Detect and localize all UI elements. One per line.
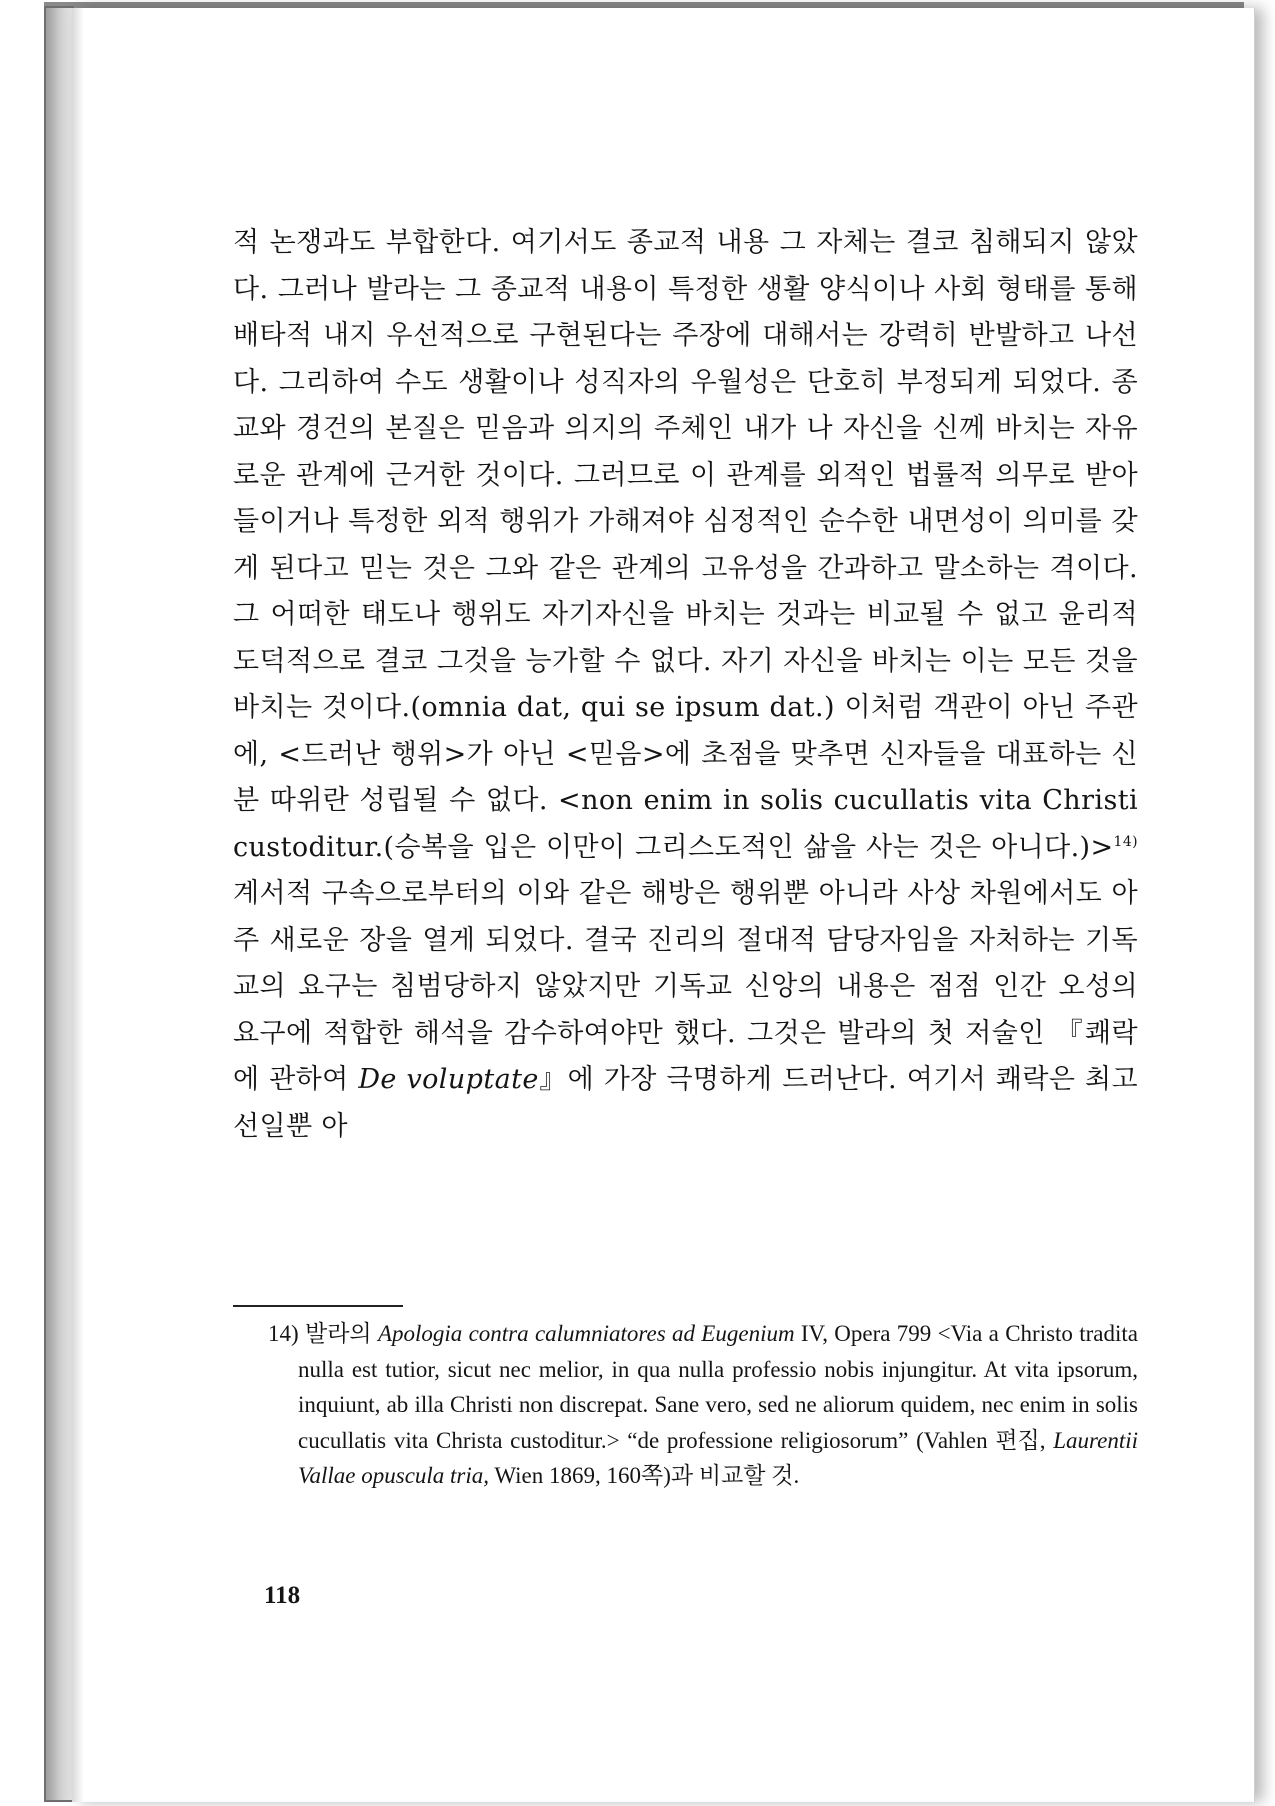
- body-text-part-2: 계서적 구속으로부터의 이와 같은 해방은 행위뿐 아니라 사상 차원에서도 아주 새로운 장을 열게 되었다. 결국 진리의 절대적 담당자임을 자처하는 기독교의 요구는 침범당하지 않았지만 기독교 신앙의 내용은 점점 인간 오성의 요구에 적합한 해석을 감수하여야만 했다. 그것은 발라의 첫 저술인 『쾌락에 관하여: [233, 878, 1138, 1095]
- footnote-marker: 14) 발라의: [268, 1321, 378, 1346]
- footnote-title-apologia: Apologia contra calumniatores ad Eugenium: [377, 1321, 795, 1346]
- book-edge-left: [44, 6, 74, 1802]
- body-text-part-1: 적 논쟁과도 부합한다. 여기서도 종교적 내용 그 자체는 결코 침해되지 않았다. 그러나 발라는 그 종교적 내용이 특정한 생활 양식이나 사회 형태를 통해 배타적 내지 우선적으로 구현된다는 주장에 대해서는 강력히 반발하고 나선다. 그리하여 수도 생활이나 성직자의 우월성은 단호히 부정되게 되었다. 종교와 경건의 본질은 믿음과 의지의 주체인 내가 나 자신을 신께 바치는 자유로운 관계에 근거한 것이다. 그러므로 이 관계를 외적인 법률적 의무로 받아들이거나 특정한 외적 행위가 가해져야 심정적인 순수한 내면성이 의미를 갖게 된다고 믿는 것은 그와 같은 관계의 고유성을 간과하고 말소하는 격이다. 그 어떠한 태도나 행위도 자기자신을 바치는 것과는 비교될 수 없고 윤리적 도덕적으로 결코 그것을 능가할 수 없다. 자기 자신을 바치는 이는 모든 것을 바치는 것이다.(omnia dat, qui se ipsum dat.) 이처럼 객관이 아닌 주관에, <드러난 행위>가 아닌 <믿음>에 초점을 맞추면 신자들을 대표하는 신분 따위란 성립될 수 없다. <non enim in solis cucullatis vita Christi custoditur.(승복을 입은 이만이 그리스도적인 삶을 사는 것은 아니다.)>: [233, 227, 1138, 863]
- footnote-title-opuscula: Laurentii Vallae opuscula tria,: [298, 1427, 1138, 1488]
- footnote-reference[interactable]: 14): [1113, 833, 1138, 850]
- page-number: 118: [264, 1582, 301, 1609]
- footnote-divider: [233, 1305, 403, 1307]
- footnote-text-part-2: Wien 1869, 160쪽)과 비교할 것.: [489, 1463, 800, 1488]
- footnote-14: [268, 1316, 1138, 1494]
- body-paragraph: [233, 220, 1138, 1150]
- footnote: [268, 1316, 1138, 1494]
- footnote-text-part-1: IV, Opera 799 <Via a Christo tradita nulla est tutior, sicut nec melior, in qua nulla professio nobis injungitur. At vita ipsorum, inquiunt, ab illa Christi non discrepat. Sane vero, sed ne aliorum quidem, nec enim in solis cucullatis vita Christa custoditur.> “de professione religiosorum” (Vahlen 편집,: [298, 1321, 1138, 1453]
- book-gutter: [72, 8, 84, 1802]
- book-title-de-voluptate: De voluptate: [358, 1064, 539, 1095]
- body-text: [233, 220, 1138, 1150]
- body-text-part-3: 』에 가장 극명하게 드러난다. 여기서 쾌락은 최고선일뿐 아: [233, 1064, 1138, 1142]
